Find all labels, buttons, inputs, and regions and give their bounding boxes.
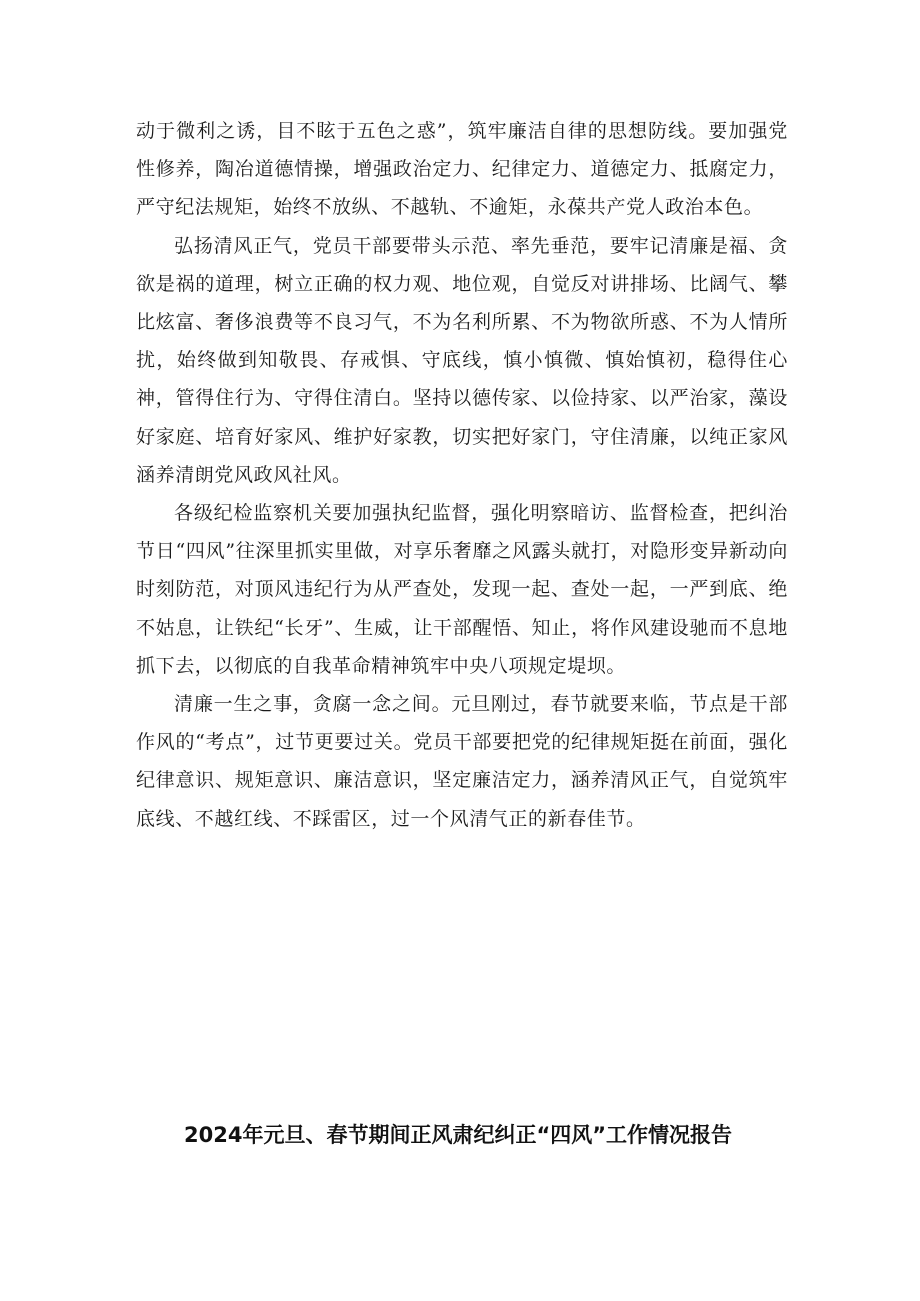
report-title: 2024年元旦、春节期间正风肃纪纠正“四风”工作情况报告: [184, 1123, 733, 1147]
paragraph-supervision: 各级纪检监察机关要加强执纪监督，强化明察暗访、监督检查，把纠治节日“四风”往深里抓实里做，对享乐奢靡之风露头就打，对隐形变异新动向时刻防范，对顶风违纪行为从严查处，发现一起、查处一起，一严到底、绝不姑息，让铁纪“长牙”、生威，让干部醒悟、知止，将作风建设驰而不息地抓下去，以彻底的自我革命精神筑牢中央八项规定堤坝。: [136, 502, 788, 677]
paragraph-continuation: 动于微利之诱，目不眩于五色之惑”，筑牢廉洁自律的思想防线。要加强党性修养，陶冶道德情操，增强政治定力、纪律定力、道德定力、抵腐定力，严守纪法规矩，始终不放纵、不越轨、不逾矩，永葆共产党人政治本色。: [136, 120, 788, 219]
document-body: [136, 112, 788, 838]
paragraph-festival: 清廉一生之事，贪腐一念之间。元旦刚过，春节就要来临，节点是干部作风的“考点”，过节更要过关。党员干部要把党的纪律规矩挺在前面，强化纪律意识、规矩意识、廉洁意识，坚定廉洁定力，涵养清风正气，自觉筑牢底线、不越红线、不踩雷区，过一个风清气正的新春佳节。: [136, 693, 788, 830]
paragraph-clean-wind: 弘扬清风正气，党员干部要带头示范、率先垂范，要牢记清廉是福、贪欲是祸的道理，树立正确的权力观、地位观，自觉反对讲排场、比阔气、攀比炫富、奢侈浪费等不良习气，不为名利所累、不为物欲所惑、不为人情所扰，始终做到知敬畏、存戒惧、守底线，慎小慎微、慎始慎初，稳得住心神，管得住行为、守得住清白。坚持以德传家、以俭持家、以严治家，藻设好家庭、培育好家风、维护好家教，切实把好家门，守住清廉，以纯正家风涵养清朗党风政风社风。: [136, 234, 788, 486]
